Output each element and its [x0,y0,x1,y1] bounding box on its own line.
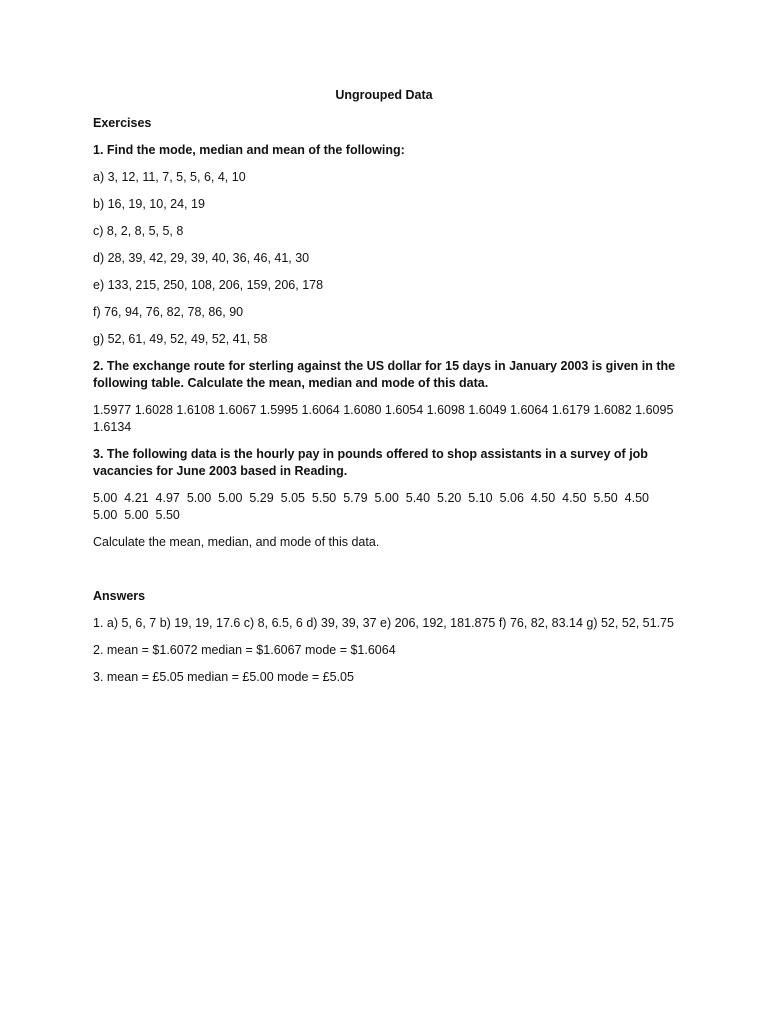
answer-3: 3. mean = £5.05 median = £5.00 mode = £5.05 [93,670,354,684]
question-3-heading: 3. The following data is the hourly pay in pounds offered to shop assistants in a survey of job vacancies for June 2003 based in Reading. [93,447,648,478]
question-1-item-e: e) 133, 215, 250, 108, 206, 159, 206, 178 [93,278,324,292]
question-1-item-c: c) 8, 2, 8, 5, 5, 8 [93,224,184,238]
question-2-data: 1.5977 1.6028 1.6108 1.6067 1.5995 1.6064 1.6080 1.6054 1.6098 1.6049 1.6064 1.6179 1.6082 1.6095 1.6134 [93,403,674,434]
question-1-heading: 1. Find the mode, median and mean of the following: [93,143,405,157]
answer-2: 2. mean = $1.6072 median = $1.6067 mode = $1.6064 [93,643,396,657]
question-1-list [93,169,678,348]
question-3-data: 5.00 4.21 4.97 5.00 5.00 5.29 5.05 5.50 5.79 5.00 5.40 5.20 5.10 5.06 4.50 4.50 5.50 4.50 5.00 5.00 5.50 [93,491,656,522]
question-1-item-g: g) 52, 61, 49, 52, 49, 52, 41, 58 [93,332,268,346]
question-1-item-a: a) 3, 12, 11, 7, 5, 5, 6, 4, 10 [93,170,246,184]
question-1-item-f: f) 76, 94, 76, 82, 78, 86, 90 [93,305,244,319]
exercises-heading: Exercises [93,116,152,130]
question-1-item-b: b) 16, 19, 10, 24, 19 [93,197,205,211]
document-title: Ungrouped Data [335,88,433,102]
document-body [93,115,678,686]
question-2-heading: 2. The exchange route for sterling against the US dollar for 15 days in January 2003 is given in the following table. Calculate the mean, median and mode of this data. [93,359,676,390]
answers-heading: Answers [93,589,146,603]
question-3-instruction: Calculate the mean, median, and mode of this data. [93,535,380,549]
answer-1: 1. a) 5, 6, 7 b) 19, 19, 17.6 c) 8, 6.5, 6 d) 39, 39, 37 e) 206, 192, 181.875 f) 76, 82, 83.14 g) 52, 52, 51.75 [93,616,674,630]
question-1-item-d: d) 28, 39, 42, 29, 39, 40, 36, 46, 41, 30 [93,251,310,265]
